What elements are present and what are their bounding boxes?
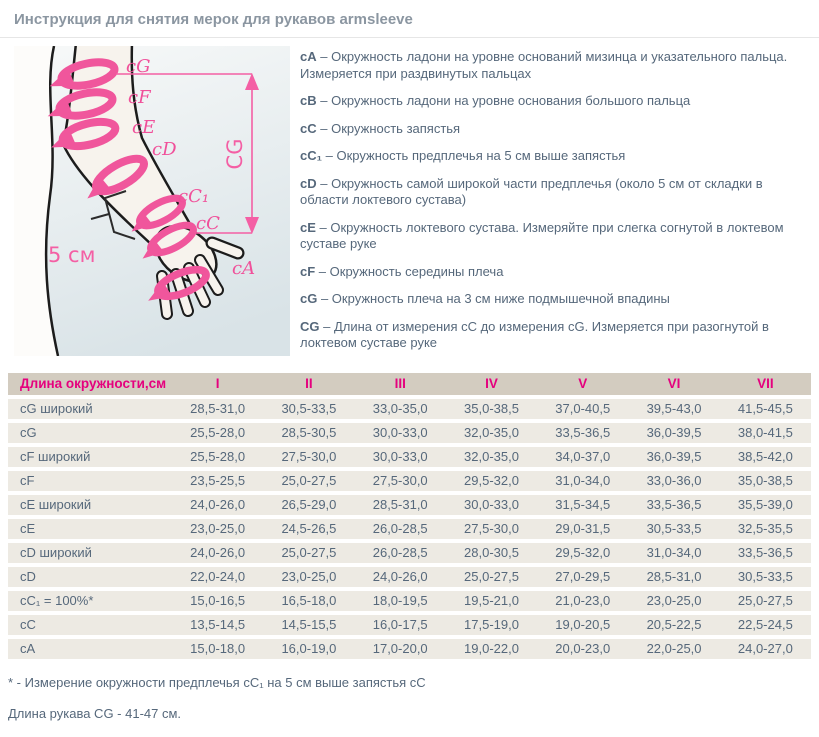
size-table-head <box>8 373 811 395</box>
size-cell: 36,0-39,5 <box>628 423 719 443</box>
size-cell: 33,5-36,5 <box>537 423 628 443</box>
size-table-row <box>8 567 811 587</box>
size-cell: 28,5-30,5 <box>263 423 354 443</box>
size-cell: 41,5-45,5 <box>720 399 811 419</box>
size-cell: 35,0-38,5 <box>446 399 537 419</box>
size-cell: 25,0-27,5 <box>446 567 537 587</box>
cg-length-label: CG <box>223 138 247 170</box>
size-cell: 29,5-32,0 <box>446 471 537 491</box>
size-column-header: VI <box>628 373 719 395</box>
size-cell: 27,5-30,0 <box>446 519 537 539</box>
size-cell: 25,0-27,5 <box>263 471 354 491</box>
size-cell: 25,0-27,5 <box>720 591 811 611</box>
size-table-row <box>8 519 811 539</box>
size-column-header: IV <box>446 373 537 395</box>
size-cell: 28,0-30,5 <box>446 543 537 563</box>
size-cell: 28,5-31,0 <box>355 495 446 515</box>
measurement-code: cG <box>300 291 318 306</box>
size-cell: 16,0-17,5 <box>355 615 446 635</box>
measurement-text: – Окружность самой широкой части предплечья (около 5 см от складки в области локтевого сустава) <box>300 175 763 207</box>
size-cell: 24,0-26,0 <box>172 543 263 563</box>
size-row-label: cG широкий <box>8 399 172 419</box>
size-cell: 32,5-35,5 <box>720 519 811 539</box>
size-cell: 30,5-33,5 <box>720 567 811 587</box>
size-cell: 33,5-36,5 <box>628 495 719 515</box>
size-table-row <box>8 495 811 515</box>
size-cell: 20,0-23,0 <box>537 639 628 659</box>
measurement-code: CG <box>300 318 320 334</box>
measurement-code: cC₁ <box>300 148 322 163</box>
arm-measurement-diagram <box>14 46 290 356</box>
size-cell: 25,5-28,0 <box>172 423 263 443</box>
size-table-row <box>8 399 811 419</box>
size-cell: 32,0-35,0 <box>446 423 537 443</box>
measurement-description <box>300 264 805 281</box>
size-cell: 27,5-30,0 <box>355 471 446 491</box>
size-cell: 13,5-14,5 <box>172 615 263 635</box>
size-cell: 34,0-37,0 <box>537 447 628 467</box>
size-cell: 30,0-33,0 <box>446 495 537 515</box>
size-cell: 21,0-23,0 <box>537 591 628 611</box>
footnote-sleeve-length: Длина рукава CG - 41-47 см. <box>8 705 182 721</box>
size-cell: 19,0-22,0 <box>446 639 537 659</box>
size-cell: 24,0-26,0 <box>355 567 446 587</box>
diagram-label-cD: cD <box>152 139 177 160</box>
footnotes <box>0 663 819 721</box>
size-cell: 16,0-19,0 <box>263 639 354 659</box>
size-cell: 18,0-19,5 <box>355 591 446 611</box>
measurement-description <box>300 176 805 209</box>
size-row-label: cC <box>8 615 172 635</box>
size-cell: 37,0-40,5 <box>537 399 628 419</box>
measurement-code: cE <box>300 219 316 235</box>
size-column-header: III <box>355 373 446 395</box>
diagram-label-cE: cE <box>132 117 156 138</box>
diagram-label-cF: cF <box>128 87 151 108</box>
measurement-text: – Окружность запястья <box>320 120 461 136</box>
size-cell: 32,0-35,0 <box>446 447 537 467</box>
measurement-text: – Окружность ладони на уровне основания большого пальца <box>320 93 691 108</box>
size-cell: 22,0-24,0 <box>172 567 263 587</box>
size-cell: 38,0-41,5 <box>720 423 811 443</box>
size-cell: 24,0-26,0 <box>172 495 263 515</box>
size-cell: 26,0-28,5 <box>355 519 446 539</box>
measurement-text: – Окружность ладони на уровне оснований мизинца и указательного пальца. Измеряется при раздвинутых пальцах <box>300 49 788 81</box>
size-cell: 26,0-28,5 <box>355 543 446 563</box>
size-cell: 14,5-15,5 <box>263 615 354 635</box>
size-cell: 36,0-39,5 <box>628 447 719 467</box>
size-table-row <box>8 591 811 611</box>
size-table-body <box>8 399 811 659</box>
measurement-description <box>300 49 805 82</box>
size-column-header: II <box>263 373 354 395</box>
size-cell: 23,0-25,0 <box>172 519 263 539</box>
measurement-code: cD <box>300 175 317 191</box>
size-cell: 30,0-33,0 <box>355 423 446 443</box>
size-cell: 23,5-25,5 <box>172 471 263 491</box>
size-cell: 23,0-25,0 <box>628 591 719 611</box>
size-row-label: cE <box>8 519 172 539</box>
size-column-header: VII <box>720 373 811 395</box>
offset-5cm-label: 5 см <box>48 243 96 267</box>
size-cell: 24,5-26,5 <box>263 519 354 539</box>
measurement-description <box>300 291 805 308</box>
size-table-row <box>8 471 811 491</box>
size-cell: 20,5-22,5 <box>628 615 719 635</box>
size-row-label: cF широкий <box>8 447 172 467</box>
size-cell: 16,5-18,0 <box>263 591 354 611</box>
diagram-label-cG: cG <box>126 56 151 77</box>
measurement-text: – Длина от измерения cC до измерения cG. Измеряется при разогнутой в локтевом суставе руке <box>300 318 769 350</box>
size-cell: 25,5-28,0 <box>172 447 263 467</box>
size-cell: 30,0-33,0 <box>355 447 446 467</box>
size-cell: 26,5-29,0 <box>263 495 354 515</box>
diagram-label-cA: cA <box>232 258 256 279</box>
measurement-code: cC <box>300 120 317 136</box>
size-cell: 28,5-31,0 <box>172 399 263 419</box>
size-table-row <box>8 423 811 443</box>
size-cell: 25,0-27,5 <box>263 543 354 563</box>
measurement-text: – Окружность предплечья на 5 см выше запястья <box>325 148 626 163</box>
size-cell: 15,0-18,0 <box>172 639 263 659</box>
size-cell: 27,0-29,5 <box>537 567 628 587</box>
size-cell: 31,0-34,0 <box>537 471 628 491</box>
measurement-descriptions <box>300 46 809 363</box>
size-cell: 31,5-34,5 <box>537 495 628 515</box>
size-table-row <box>8 543 811 563</box>
measurement-text: – Окружность локтевого сустава. Измеряйте при слегка согнутой в локтевом суставе руке <box>300 219 784 251</box>
size-cell: 24,0-27,0 <box>720 639 811 659</box>
size-cell: 35,0-38,5 <box>720 471 811 491</box>
size-cell: 19,0-20,5 <box>537 615 628 635</box>
size-cell: 22,5-24,5 <box>720 615 811 635</box>
size-row-label: cD <box>8 567 172 587</box>
size-table-row <box>8 615 811 635</box>
size-cell: 27,5-30,0 <box>263 447 354 467</box>
size-table-header-row <box>8 373 811 395</box>
footnote-asterisk: * - Измерение окружности предплечья cC₁ на 5 см выше запястья cC <box>8 674 426 690</box>
size-row-label: cA <box>8 639 172 659</box>
measurement-description <box>300 319 805 352</box>
size-cell: 31,0-34,0 <box>628 543 719 563</box>
size-cell: 35,5-39,0 <box>720 495 811 515</box>
size-table-row <box>8 639 811 659</box>
size-cell: 17,0-20,0 <box>355 639 446 659</box>
size-cell: 29,0-31,5 <box>537 519 628 539</box>
size-row-label: cF <box>8 471 172 491</box>
size-cell: 15,0-16,5 <box>172 591 263 611</box>
size-cell: 38,5-42,0 <box>720 447 811 467</box>
size-cell: 33,0-36,0 <box>628 471 719 491</box>
size-table-row <box>8 447 811 467</box>
size-cell: 33,5-36,5 <box>720 543 811 563</box>
diagram-label-cC1: cC₁ <box>178 186 210 207</box>
size-row-label: cC₁ = 100%* <box>8 591 172 611</box>
size-row-label: cD широкий <box>8 543 172 563</box>
size-cell: 17,5-19,0 <box>446 615 537 635</box>
measurement-text: – Окружность плеча на 3 см ниже подмышечной впадины <box>320 291 670 306</box>
diagram-label-cC: cC <box>196 213 220 234</box>
size-cell: 30,5-33,5 <box>263 399 354 419</box>
size-cell: 19,5-21,0 <box>446 591 537 611</box>
size-cell: 29,5-32,0 <box>537 543 628 563</box>
measurement-description <box>300 93 805 110</box>
page-title: Инструкция для снятия мерок для рукавов armsleeve <box>14 11 413 28</box>
size-cell: 30,5-33,5 <box>628 519 719 539</box>
measurement-description <box>300 121 805 138</box>
size-row-label: cG <box>8 423 172 443</box>
measurement-code: cB <box>300 93 317 108</box>
size-cell: 28,5-31,0 <box>628 567 719 587</box>
size-table <box>8 369 811 663</box>
size-cell: 23,0-25,0 <box>263 567 354 587</box>
size-column-header: I <box>172 373 263 395</box>
measurement-text: – Окружность середины плеча <box>318 263 504 279</box>
measurement-code: cA <box>300 49 317 64</box>
size-cell: 39,5-43,0 <box>628 399 719 419</box>
size-column-header: V <box>537 373 628 395</box>
measurement-description <box>300 148 805 165</box>
size-table-corner-label: Длина окружности,см <box>8 373 172 395</box>
size-cell: 22,0-25,0 <box>628 639 719 659</box>
measurement-code: cF <box>300 263 316 279</box>
size-row-label: cE широкий <box>8 495 172 515</box>
size-cell: 33,0-35,0 <box>355 399 446 419</box>
instruction-content <box>0 38 819 363</box>
measurement-description <box>300 220 805 253</box>
